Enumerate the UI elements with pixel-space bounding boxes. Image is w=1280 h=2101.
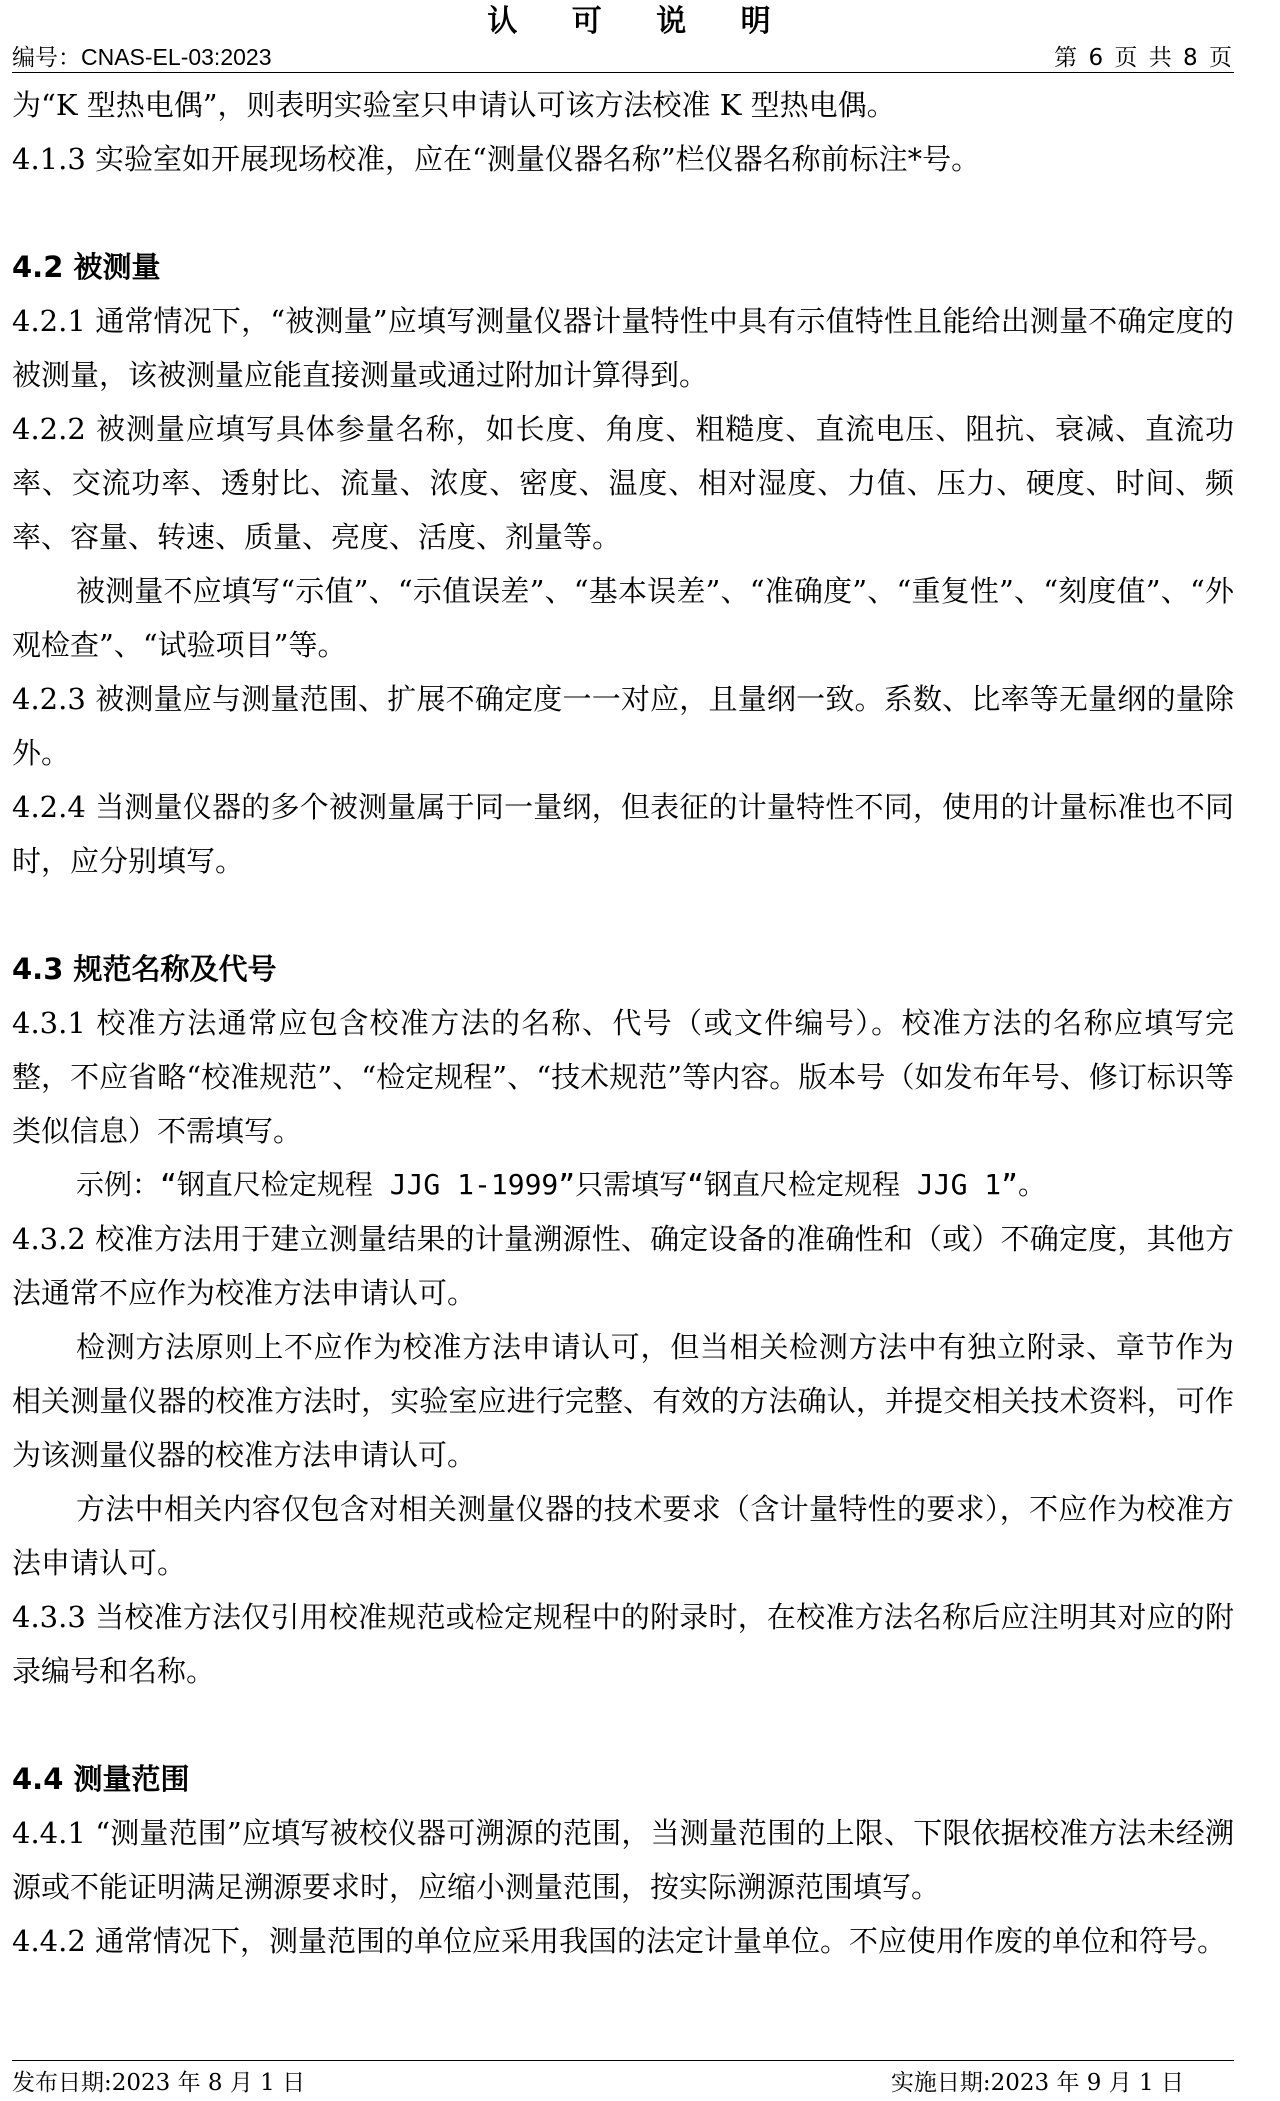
paragraph-4-3-3: 4.3.3 当校准方法仅引用校准规范或检定规程中的附录时，在校准方法名称后应注明其对应的附录编号和名称。 bbox=[12, 1600, 1234, 1688]
paragraph-4-3-2-note: 方法中相关内容仅包含对相关测量仪器的技术要求（含计量特性的要求），不应作为校准方法申请认可。 bbox=[12, 1492, 1234, 1580]
paragraph-4-3-1: 4.3.1 校准方法通常应包含校准方法的名称、代号（或文件编号）。校准方法的名称应填写完整，不应省略“校准规范”、“检定规程”、“技术规范”等内容。版本号（如发布年号、修订标识等类似信息）不需填写。 bbox=[12, 1006, 1234, 1148]
header-row bbox=[12, 38, 1234, 72]
paragraph-4-2-3: 4.2.3 被测量应与测量范围、扩展不确定度一一对应，且量纲一致。系数、比率等无量纲的量除外。 bbox=[12, 682, 1234, 770]
spacer bbox=[12, 186, 1234, 240]
paragraph-4-2-1: 4.2.1 通常情况下，“被测量”应填写测量仪器计量特性中具有示值特性且能给出测量不确定度的被测量，该被测量应能直接测量或通过附加计算得到。 bbox=[12, 304, 1234, 392]
paragraph-4-4-2: 4.4.2 通常情况下，测量范围的单位应采用我国的法定计量单位。不应使用作废的单位和符号。 bbox=[12, 1924, 1227, 1958]
spacer bbox=[12, 888, 1234, 942]
section-heading-4-4: 4.4 测量范围 bbox=[12, 1762, 190, 1796]
paragraph-continuation: 为“K 型热电偶”，则表明实验室只申请认可该方法校准 K 型热电偶。 bbox=[12, 88, 896, 122]
page-info: 第 6 页 共 8 页 bbox=[1054, 44, 1234, 71]
footer-row bbox=[12, 2063, 1234, 2097]
paragraph-4-2-4: 4.2.4 当测量仪器的多个被测量属于同一量纲，但表征的计量特性不同，使用的计量标准也不同时，应分别填写。 bbox=[12, 790, 1234, 878]
section-heading-4-2: 4.2 被测量 bbox=[12, 250, 161, 284]
document-body bbox=[12, 78, 1234, 1968]
paragraph-4-2-2-note: 被测量不应填写“示值”、“示值误差”、“基本误差”、“准确度”、“重复性”、“刻度值”、“外观检查”、“试验项目”等。 bbox=[12, 574, 1234, 662]
paragraph-4-1-3: 4.1.3 实验室如开展现场校准，应在“测量仪器名称”栏仪器名称前标注*号。 bbox=[12, 142, 981, 176]
footer-divider bbox=[12, 2060, 1234, 2061]
spacer bbox=[12, 1698, 1234, 1752]
paragraph-4-2-2: 4.2.2 被测量应填写具体参量名称，如长度、角度、粗糙度、直流电压、阻抗、衰减、直流功率、交流功率、透射比、流量、浓度、密度、温度、相对湿度、力值、压力、硬度、时间、频率、容量、转速、质量、亮度、活度、剂量等。 bbox=[12, 412, 1234, 554]
effective-date: 实施日期:2023 年 9 月 1 日 bbox=[890, 2069, 1184, 2096]
section-heading-4-3: 4.3 规范名称及代号 bbox=[12, 952, 277, 986]
paragraph-example: 示例：“钢直尺检定规程 JJG 1-1999”只需填写“钢直尺检定规程 JJG 1”。 bbox=[76, 1168, 1047, 1201]
paragraph-4-4-1: 4.4.1 “测量范围”应填写被校仪器可溯源的范围，当测量范围的上限、下限依据校准方法未经溯源或不能证明满足溯源要求时，应缩小测量范围，按实际溯源范围填写。 bbox=[12, 1816, 1234, 1904]
header-divider bbox=[12, 72, 1234, 73]
publish-date: 发布日期:2023 年 8 月 1 日 bbox=[12, 2069, 306, 2096]
paragraph-4-3-2-detail: 检测方法原则上不应作为校准方法申请认可，但当相关检测方法中有独立附录、章节作为相关测量仪器的校准方法时，实验室应进行完整、有效的方法确认，并提交相关技术资料，可作为该测量仪器的校准方法申请认可。 bbox=[12, 1330, 1234, 1472]
document-title: 认 可 说 明 bbox=[487, 4, 793, 39]
paragraph-4-3-2: 4.3.2 校准方法用于建立测量结果的计量溯源性、确定设备的准确性和（或）不确定度，其他方法通常不应作为校准方法申请认可。 bbox=[12, 1222, 1234, 1310]
doc-number: 编号：CNAS-EL-03:2023 bbox=[12, 43, 272, 70]
